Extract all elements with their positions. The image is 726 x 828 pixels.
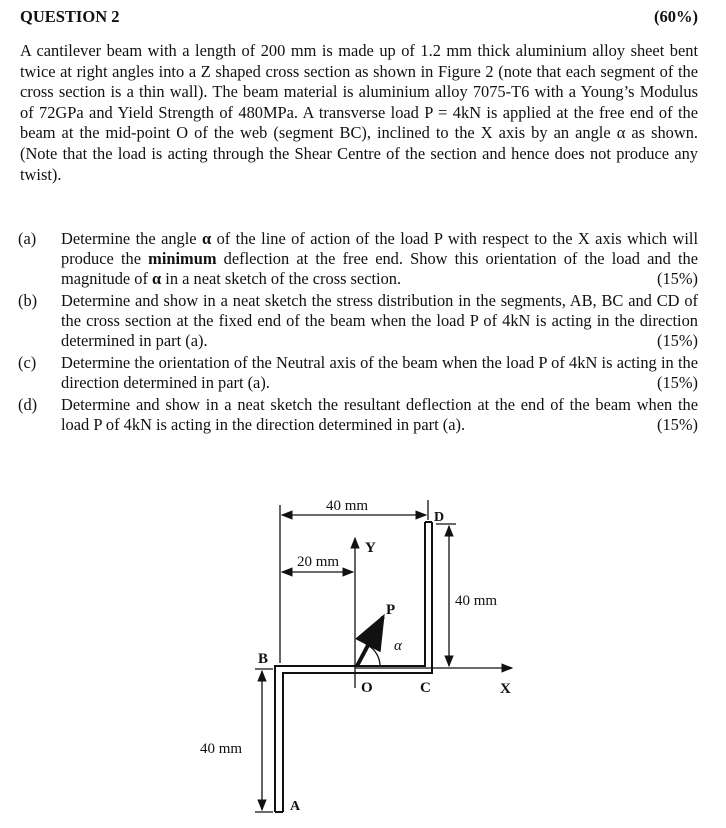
- alpha-symbol: α: [152, 269, 162, 288]
- point-c-label: C: [420, 680, 431, 696]
- part-text: [61, 395, 698, 435]
- z-section-inner-edge: [283, 522, 432, 812]
- part-marks: (15%): [657, 415, 698, 434]
- part-text-segment: of the line of action of the load P with respect to the X axis which will produce the: [61, 229, 699, 268]
- point-o-label: O: [361, 680, 373, 696]
- part-text: [61, 353, 698, 393]
- z-section-outer-edge: [275, 522, 425, 812]
- question-title: QUESTION 2: [20, 7, 120, 26]
- emphasis-text: minimum: [148, 249, 217, 268]
- question-parts: [18, 229, 698, 437]
- part-d: [18, 395, 698, 435]
- part-b: [18, 291, 698, 351]
- x-axis-label: X: [500, 681, 511, 697]
- dim-top-label: 40 mm: [325, 498, 369, 514]
- point-b-label: B: [258, 651, 269, 667]
- y-axis-label: Y: [365, 540, 376, 556]
- question-intro: A cantilever beam with a length of 200 mm is made up of 1.2 mm thick aluminium alloy sheet bent twice at right angles into a Z shaped cross section as shown in Figure 2 (note that each segment of the cross section is a thin wall). The beam material is aluminium alloy 7075-T6 with a Young’s Modulus of 72GPa and Yield Strength of 480MPa. A transverse load P = 4kN is applied at the free end of the beam at the mid-point O of the web (segment BC), inclined to the X axis by an angle α as shown. (Note that the load is acting through the Shear Centre of the section and hence does not produce any twist).: [20, 41, 698, 184]
- part-label: (a): [18, 229, 37, 248]
- part-marks: (15%): [657, 269, 698, 288]
- part-marks: (15%): [657, 331, 698, 350]
- dim-right-40mm: [436, 524, 456, 666]
- part-text-segment: Determine the orientation of the Neutral axis of the beam when the load P of 4kN is acting in the direction determined in part (a).: [61, 353, 698, 392]
- part-text: [61, 229, 698, 289]
- question-marks: (60%): [654, 7, 698, 26]
- part-marks: (15%): [657, 373, 698, 392]
- point-a-label: A: [290, 799, 301, 814]
- part-text-segment: deflection at the free end. Show this orientation of the load and the magnitude of: [61, 249, 698, 288]
- point-d-label: D: [434, 510, 445, 525]
- part-label: (b): [18, 291, 38, 310]
- question-header: [20, 7, 698, 29]
- part-text-segment: in a neat sketch of the cross section.: [161, 269, 402, 288]
- part-label: (c): [18, 353, 37, 372]
- dim-right-label: 40 mm: [455, 593, 498, 609]
- part-text-segment: Determine the angle: [61, 229, 202, 248]
- alpha-symbol: α: [202, 229, 212, 248]
- part-label: (d): [18, 395, 38, 414]
- dim-top-40mm: [280, 500, 428, 663]
- part-c: [18, 353, 698, 393]
- alpha-arc: [369, 646, 380, 666]
- load-p-label: P: [386, 602, 396, 618]
- load-p-arrow: [357, 617, 383, 666]
- part-text-segment: Determine and show in a neat sketch the stress distribution in the segments, AB, BC and CD of the cross section at the fixed end of the beam when the load P of 4kN is acting in the direction determined in part (a).: [61, 291, 698, 350]
- part-a: [18, 229, 698, 289]
- part-text-segment: Determine and show in a neat sketch the resultant deflection at the end of the beam when the load P of 4kN is acting in the direction determined in part (a).: [61, 395, 698, 434]
- dim-left-label: 40 mm: [200, 741, 243, 757]
- dim-mid-label: 20 mm: [296, 554, 340, 570]
- z-section-outline: [275, 522, 432, 812]
- part-text: [61, 291, 698, 351]
- alpha-label: α: [394, 638, 402, 654]
- dim-left-40mm: [255, 669, 273, 812]
